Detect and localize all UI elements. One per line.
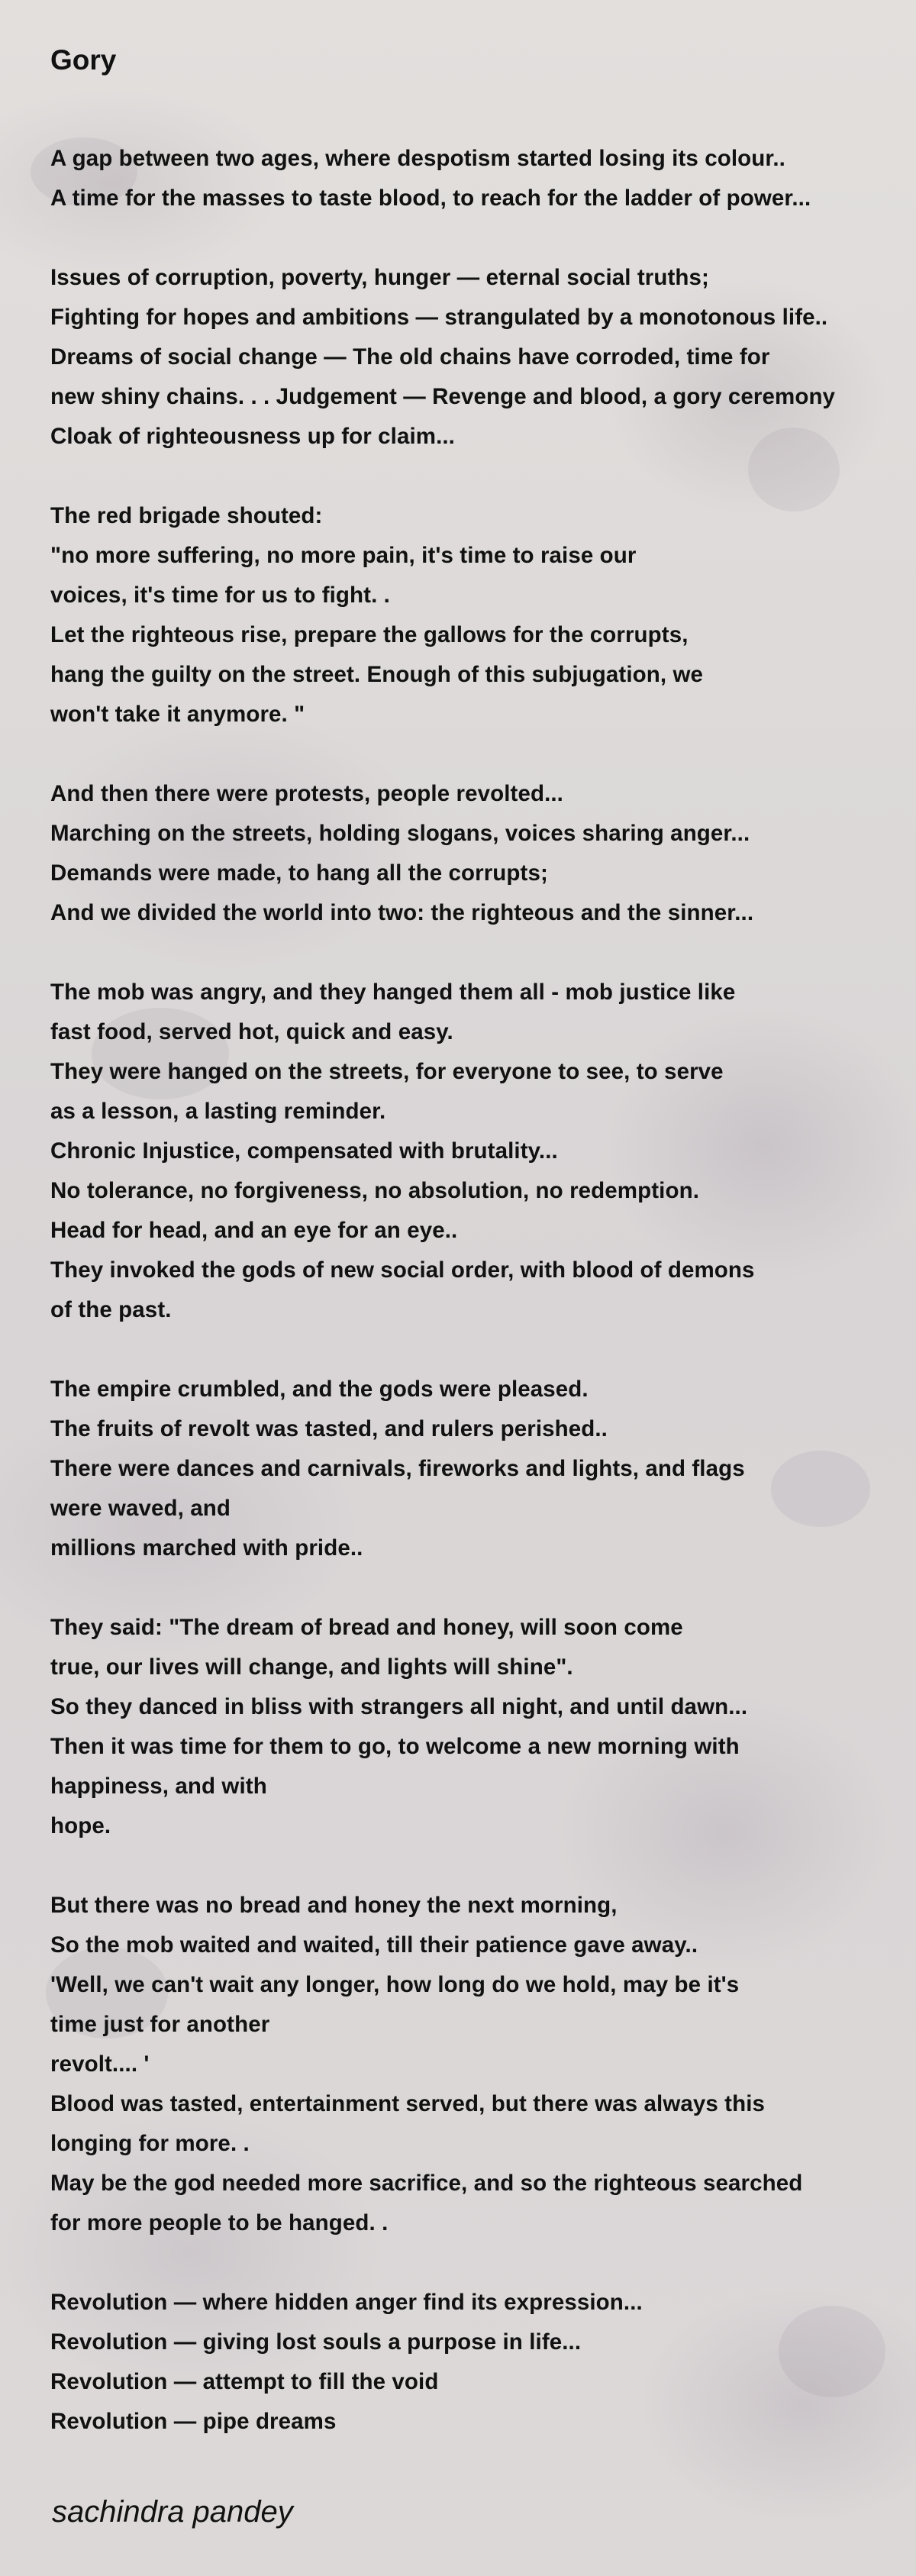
poem-container: [50, 37, 898, 2442]
poem-title: Gory: [50, 44, 117, 76]
poem-body: A gap between two ages, where despotism started losing its colour.. A time for the masses to taste blood, to reach for the ladder of power... Issues of corruption, poverty, hunger — eternal social truths; Fighting for hopes and ambitions — strangulated by a monotonous life.. Dreams of social change — The old chains have corroded, time for new shiny chains. . . Judgement — Revenge and blood, a gory ceremony Cloak of righteousness up for claim... The red brigade shouted: "no more suffering, no more pain, it's time to raise our voices, it's time for us to fight. . Let the righteous rise, prepare the gallows for the corrupts, hang the guilty on the street. Enough of this subjugation, we won't take it anymore. " And then there were protests, people revolted... Marching on the streets, holding slogans, voices sharing anger... Demands were made, to hang all the corrupts; And we divided the world into two: the righteous and the sinner... The mob was angry, and they hanged them all - mob justice like fast food, served hot, quick and easy. They were hanged on the streets, for everyone to see, to serve as a lesson, a lasting reminder. Chronic Injustice, compensated with brutality... No tolerance, no forgiveness, no absolution, no redemption. Head for head, and an eye for an eye.. They invoked the gods of new social order, with blood of demons of the past. The empire crumbled, and the gods were pleased. The fruits of revolt was tasted, and rulers perished.. There were dances and carnivals, fireworks and lights, and flags were waved, and millions marched with pride.. They said: "The dream of bread and honey, will soon come true, our lives will change, and lights will shine". So they danced in bliss with strangers all night, and until dawn... Then it was time for them to go, to welcome a new morning with happiness, and with hope. But there was no bread and honey the next morning, So the mob waited and waited, till their patience gave away.. 'Well, we can't wait any longer, how long do we hold, may be it's time just for another revolt.... ' Blood was tasted, entertainment served, but there was always this longing for more. . May be the god needed more sacrifice, and so the righteous searched for more people to be hanged. . Revolution — where hidden anger find its expression... Revolution — giving lost souls a purpose in life... Revolution — attempt to fill the void Revolution — pipe dreams: [50, 146, 836, 2434]
poem-author: sachindra pandey: [52, 2495, 293, 2529]
